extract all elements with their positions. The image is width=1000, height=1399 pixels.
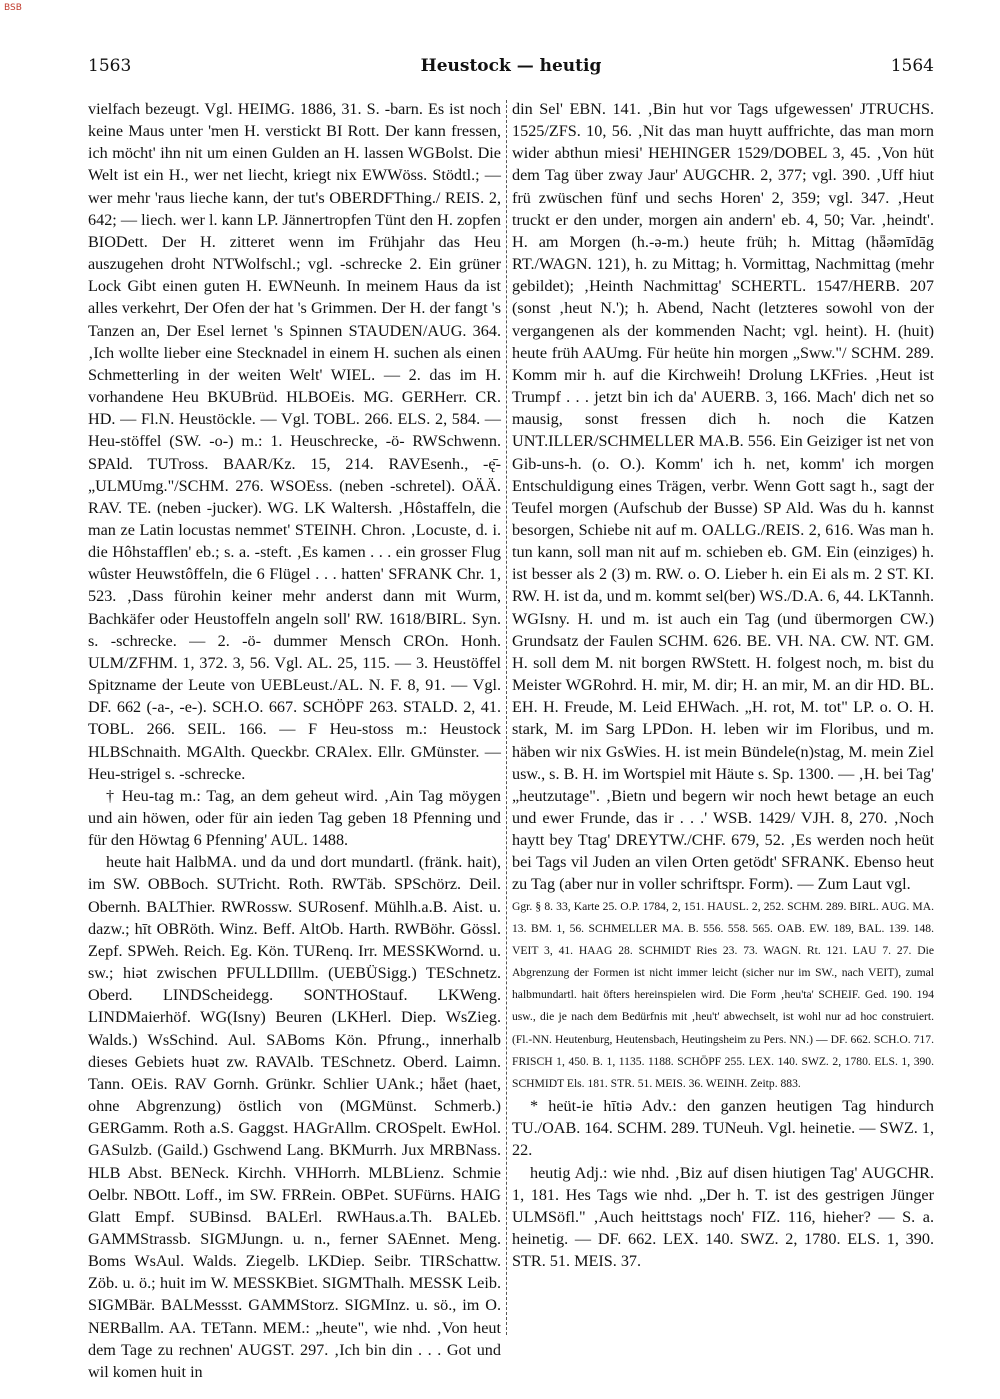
running-header <box>88 56 934 80</box>
entry-heute-continued: din Sel' EBN. 141. ‚Bin hut vor Tags ufgewessen' JTRUCHS. 1525/ZFS. 10, 56. ‚Nit das man huytt auffrichte, das man morn wider abthun miesi' HEHINGER 1529/DOBEL 3, 45. ‚Von hüt dem Tag über zway Jaur' AUGCHR. 2, 377; vgl. 390. ‚Uff hiut frü zwüschen fünf und sechs Horen' 2, 359; vgl. 347. ‚Heut truckt er den under, morgen ain andern' eb. 4, 50; Var. ‚heindt'. H. am Morgen (h.-ə-m.) heute früh; h. Mittag (hǟəmīdāg RT./WAGN. 121), h. zu Mittag; h. Vormittag, Nachmittag (mehr gebildet); ‚Heinth Nachmittag' SCHERTL. 1547/HERB. 207 (sonst ‚heut N.'); h. Abend, Nacht (letzteres sowohl von der vergangenen als der kommenden Nacht; vgl. heint). H. (huit) heute früh AAUmg. Für heüte hin morgen „Sww."/ SCHM. 289. Komm mir h. auf die Kirchweih! Drolung LKFries. ‚Heut ist Trumpf . . . jetzt bin ich da' AUERB. 3, 166. Mach' dich net so mausig, sonst fressen dich h. noch die Katzen UNT.ILLER/SCHMELLER MA.B. 556. Ein Geiziger ist net von Gib-uns-h. (o. O.). Komm' ich h. net, komm' ich morgen Entschuldigung eines Trägen, verbr. Wenn Gott sagt h., sagt der Teufel morgen (Aufschub der Busse) SP Ald. Was du h. kannst besorgen, Schiebe nit auf m. OALLG./REIS. 2, 616. Was man h. tun kann, soll man nit auf m. schieben eb. GM. Ein (einziges) h. ist besser als 2 (3) m. RW. o. O. Lieber h. ein Ei als m. 2 ST. KI. RW. H. ist da, und m. kommt sel(ber) WS./D.A. 6, 44. LKTannh. WGIsny. H. und m. ist auch ein Tag (und übermorgen CW.) Grundsatz der Faulen SCHM. 626. BE. VH. NA. CW. NT. GM. H. soll dem M. nit borgen RWStett. H. folgest noch, m. bist du Meister WGRohrd. H. mir, M. dir; H. an mir, M. an dir HD. BL. EH. H. Freude, M. Leid EHWach. „H. rot, M. tot" LP. o. O. H. stark, M. im Sarg LPDon. H. leben wir im Floribus, und m. häben wir nix GsWies. H. ist mein Bündele(n)stag, M. mein Ziel usw., s. B. H. im Wortspiel mit Häute s. Sp. 1300. — ‚H. bei Tag' „heutzutage". ‚Bietn und begern wir noch hewt betage an euch und ewer Frunde, das ir . . .' WSB. 1429/ VJH. 8, 270. ‚Noch haytt bey Ttag' DREYTW./CHF. 679, 52. ‚Es werden noch heüt bei Tags vil Juden an vilen Orten getödt' SFRANK. Ebenso heut zu Tag (aber nur in voller schriftspr. Form). — Zum Laut vgl. <box>512 100 934 894</box>
library-stamp: BSB <box>4 3 22 13</box>
page-number-right: 1564 <box>890 56 934 76</box>
left-column <box>88 98 501 1381</box>
column-divider <box>506 100 507 1335</box>
entry-heustock-continued: vielfach bezeugt. Vgl. HEIMG. 1886, 31. S. -barn. Es ist noch keine Maus unter 'men H. verstickt BI Rott. Der kann fressen, ich möcht' ihn nit um einen Gulden an H. lassen WGBolst. Die Welt ist ein H., wer net liecht, kriegt nix EWWöss. Stödtl.; — wer mehr 'raus lieche kann, der tut's OBERDFThing./ REIS. 2, 642; — liech. wer l. kann LP. Jännertropfen Tünt den H. zopfen BIODett. Der H. zitteret wenn im Frühjahr das Heu auszugehen droht NTWolfschl.; vgl. -schrecke 2. Ein grüner Lock Gibt einen guten H. EWNeunh. In meinem Haus da ist alles verkehrt, Der Ofen der hat 's Grimmen. Der H. der fangt 's Tanzen an, Der Esel lernet 's Spinnen STAUDEN/AUG. 364. ‚Ich wollte lieber eine Stecknadel in einem H. suchen als einen Schmetterling in der weiten Welt' WIEL. — 2. das im H. vorhandene Heu BKUBrüd. HLBOEis. MG. GERHerr. CR. HD. — Fl.N. Heustöckle. — Vgl. TOBL. 266. ELS. 2, 584. — Heu-stöffel (SW. -o-) m.: 1. Heuschrecke, -ö- RWSchwenn. SPAld. TUTross. BAAR/Kz. 15, 214. RAVEsenh., -ę̄- „ULMUmg."/SCHM. 276. WSOEss. (neben -schretel). OÄÄ. RAV. TE. (neben -jucker). WG. LK Waltersh. ‚Hôstaffeln, die man ze Latin locustas nemmet' STEINH. Chron. ‚Locuste, d. i. die Hôhstafflen' eb.; s. a. -steft. ‚Es kamen . . . ein grosser Flug wûster Heuwstôffeln, die 6 Flügel . . . hatten' SFRANK Chr. 1, 523. ‚Dass fürohin keiner mehr anderst dann mit Wurm, Bachkäfer oder Heustoffeln angeln soll' RW. 1618/BIRL. Syn. s. -schrecke. — 2. -ö- dummer Mensch CROn. Honh. ULM/ZFHM. 1, 372. 3, 56. Vgl. AL. 25, 115. — 3. Heustöffel Spitzname der Leute von UEBLeust./AL. N. F. 8, 91. — Vgl. DF. 662 (-a-, -e-). SCH.O. 667. SCHÖPF 263. STALD. 2, 41. TOBL. 266. SEIL. 166. — F Heu-stoss m.: Heustock HLBSchnaith. MGAlth. Queckbr. CRAlex. Ellr. GMünster. — Heu-strigel s. -schrecke. <box>88 100 501 783</box>
page-number-left: 1563 <box>88 56 132 76</box>
running-title: Heustock — heutig <box>420 56 602 76</box>
entry-heute-references: Ggr. § 8. 33, Karte 25. O.P. 1784, 2, 151. HAUSL. 2, 252. SCHM. 289. BIRL. AUG. MA. 13. BM. 1, 56. SCHMELLER MA. B. 556. 558. 565. OAB. EW. 189, BAL. 139. 148. VEIT 3, 41. HAAG 28. SCHMIDT Ries 23. 73. WAGN. Rt. 121. LAU 7. 27. Die Abgrenzung der Formen ist nicht immer leicht (sicher nur im SW., nach VEIT), zumal halbmundartl. hait öfters hereinspielen wird. Die Form ‚heu'ta' SCHEIF. Ged. 190. 194 usw., die je nach dem Bedürfnis mit ‚heu't' abwechselt, ist wohl nur ad hoc construiert. (Fl.-NN. Heutenburg, Heutensbach, Heutingsheim zu Pers. NN.) — DF. 662. SCH.O. 717. FRISCH 1, 450. B. 1, 1135. 1188. SCHÖPF 255. LEX. 140. SWZ. 2, 1780. ELS. 1, 390. SCHMIDT Els. 181. STR. 51. MEIS. 36. WEINH. Zeitp. 883. <box>512 899 934 1090</box>
entry-heutie: * heüt-ie hītiə Adv.: den ganzen heutigen Tag hindurch TU./OAB. 164. SCHM. 289. TUNeuh. Vgl. heinetie. — SWZ. 1, 22. <box>512 1097 934 1160</box>
entry-heutig: heutig Adj.: wie nhd. ‚Biz auf disen hiutigen Tag' AUGCHR. 1, 181. Hes Tags wie nhd. „Der h. T. ist des gestrigen Jünger ULMSöfl." ‚Auch heittstags noch' FIZ. 116, hieher? — S. a. heinetig. — DF. 662. LEX. 140. SWZ. 2, 1780. ELS. 1, 390. STR. 51. MEIS. 37. <box>512 1163 934 1271</box>
entry-heu-tag: † Heu-tag m.: Tag, an dem geheut wird. ‚Ain Tag möygen und ain höwen, oder für ain ieden Tag geben 18 Pfenning und für den Höwtag 6 Pfenning' AUL. 1488. <box>88 786 501 850</box>
right-column <box>512 98 934 1338</box>
entry-heute: heute hait HalbMA. und da und dort mundartl. (fränk. hait), im SW. OBBoch. SUTricht. Roth. RWTäb. SPSchörz. Deil. Obernh. BALThier. RWRossw. SURosenf. Mühlh.a.B. Aist. u. dazw.; hīt OBRöth. Winz. Beff. AltOb. Harth. RWBöhr. Gössl. Zepf. SPWeh. Reich. Eg. Kön. TURenq. Irr. MESSKWornd. u. sw.; hiət zwischen PFULLDIllm. (UEBÜSigg.) TESchnetz. Oberd. LINDScheidegg. SONTHOStauf. LKWeng. LINDMaierhöf. WG(Isny) Beuren (LKHerl. Diep. WsZieg. Walds.) WsSchind. Aul. SABoms Kön. Pfrung., innerhalb dieses Gebiets huət zw. RAVAlb. TESchnetz. Oberd. Laimn. Tann. OEis. RAV Gornh. Grünkr. Schlier UAnk.; hǟet (haet, ohne Abgrenzung) östlich von (MGMünst. Schmerb.) GERGamm. Roth a.S. Gaggst. HAGrAllm. CROSpelt. EwHol. GASulzb. (Gaild.) Gschwend Lang. BKMurrh. Jux MRBNass. HLB Abst. BENeck. Kirchh. VHHorrh. MLBLienz. Schmie Oelbr. NBOtt. Loff., im SW. FRRein. OBPet. SUFürns. HAIG Glatt Empf. SUBinsd. BALErl. RWHaus.a.Th. BALEb. GAMMStrassb. SIGMJungn. u. n., ferner SAEnnet. Meng. Boms WsAul. Walds. Ziegelb. LKDiep. Seibr. TIRSchattw. Zöb. u. ö.; huit im W. MESSKBiet. SIGMThalh. MESSK Leib. SIGMBär. BALMessst. GAMMStorz. SIGMInz. u. sö., im O. NERBallm. AA. TETann. MEM.: „heute", wie nhd. ‚Von heut dem Tage zu rechnen' AUGST. 297. ‚Ich bin din . . . Got und wil komen huit in <box>88 853 501 1381</box>
